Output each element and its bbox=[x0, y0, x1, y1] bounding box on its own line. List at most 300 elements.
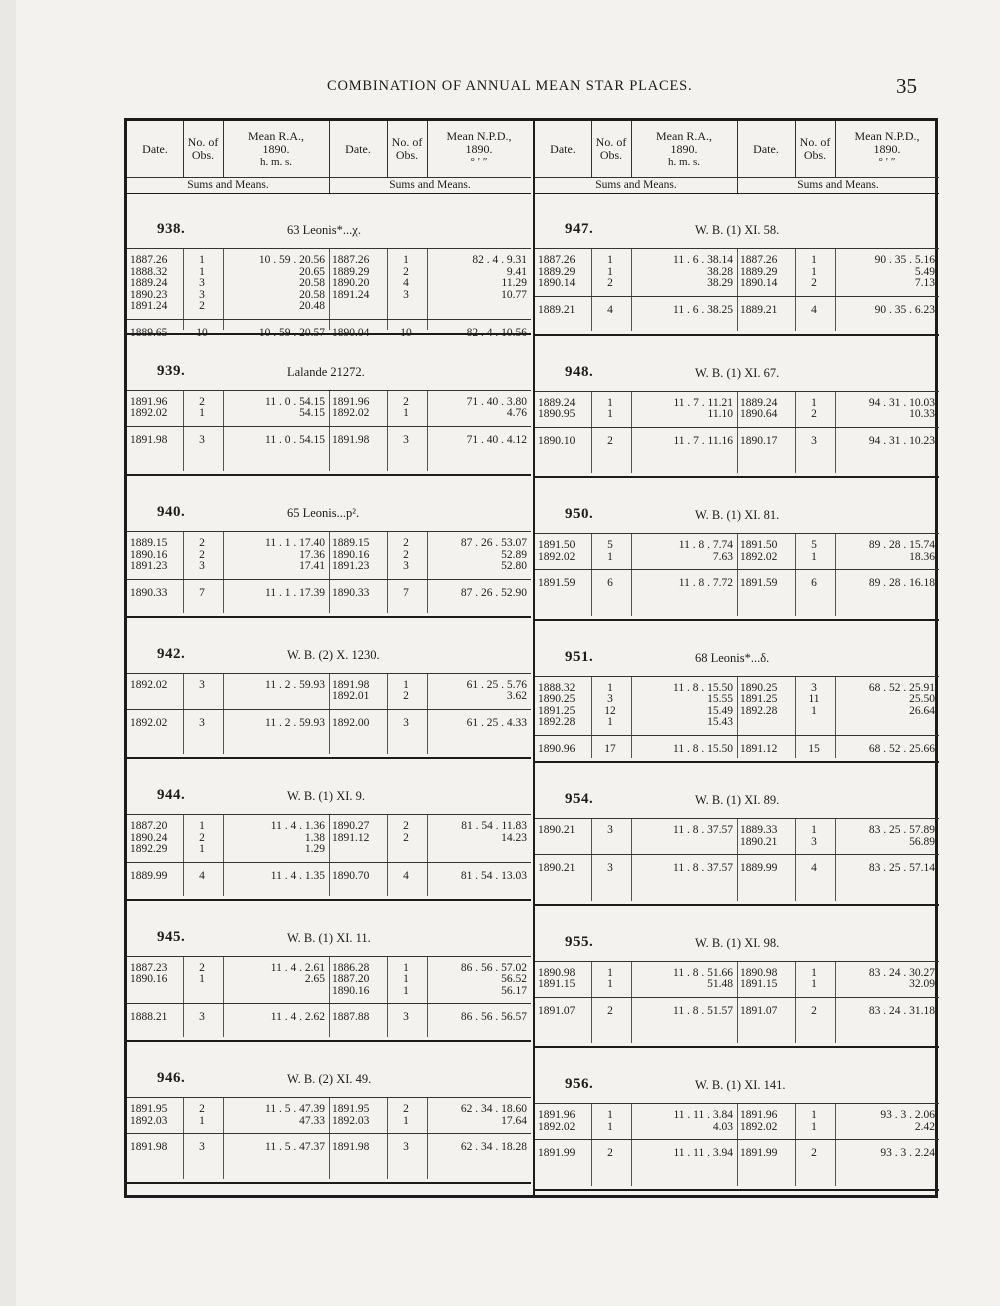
ra-value: 11 . 4 . 1.36 bbox=[270, 820, 325, 832]
mean-ra-date: 1891.99 bbox=[538, 1147, 576, 1160]
column-divider bbox=[329, 815, 330, 896]
column-divider bbox=[427, 957, 428, 1038]
column-divider bbox=[329, 532, 330, 613]
mean-npd-value: 62 . 34 . 18.28 bbox=[460, 1141, 527, 1154]
header-text: 1890. bbox=[873, 141, 901, 156]
ra-value: 47.33 bbox=[299, 1114, 325, 1127]
ra-value: 1.38 bbox=[304, 831, 325, 844]
column-divider bbox=[835, 677, 836, 759]
ra-date: 1887.26 bbox=[130, 254, 168, 266]
column-divider bbox=[835, 1104, 836, 1186]
ra-date: 1890.14 bbox=[538, 277, 576, 290]
ra-date: 1891.96 bbox=[538, 1109, 576, 1121]
ra-date: 1890.24 bbox=[130, 831, 168, 844]
ra-obs: 3 bbox=[607, 693, 613, 706]
npd-value: 10.77 bbox=[501, 288, 527, 301]
book-page bbox=[16, 0, 1000, 1306]
npd-value: 52.80 bbox=[501, 560, 527, 573]
mean-ra-obs: 6 bbox=[607, 577, 613, 590]
observations-table bbox=[535, 248, 939, 337]
ra-date: 1892.03 bbox=[130, 1114, 168, 1127]
header-divider bbox=[737, 121, 738, 177]
ra-obs: 1 bbox=[607, 254, 613, 266]
npd-date: 1890.16 bbox=[332, 548, 370, 561]
star-name: Lalande 21272. bbox=[287, 364, 365, 379]
ra-date: 1888.32 bbox=[130, 265, 168, 278]
ra-obs: 1 bbox=[199, 1114, 205, 1127]
npd-value: 7.13 bbox=[914, 277, 935, 290]
means-rule bbox=[127, 709, 531, 710]
npd-date: 1890.14 bbox=[740, 277, 778, 290]
header-text: 1890. bbox=[670, 141, 698, 156]
ra-date: 1892.28 bbox=[538, 716, 576, 729]
ra-date: 1889.24 bbox=[538, 396, 576, 409]
column-divider bbox=[631, 677, 632, 759]
ra-value: 1.29 bbox=[304, 843, 325, 856]
ra-date: 1888.32 bbox=[538, 681, 576, 694]
npd-value: 26.64 bbox=[909, 704, 935, 717]
header-text: h. m. s. bbox=[259, 155, 293, 168]
ra-date: 1891.23 bbox=[130, 560, 168, 573]
ra-obs: 1 bbox=[199, 843, 205, 856]
ra-value: 15.49 bbox=[707, 704, 733, 717]
header-text: 1890. bbox=[262, 141, 290, 156]
obs-header bbox=[591, 121, 631, 177]
ra-obs: 12 bbox=[604, 704, 616, 717]
mean-ra-value: 10 . 59 . 20.57 bbox=[258, 327, 325, 339]
header-divider bbox=[427, 121, 428, 177]
column-divider bbox=[737, 677, 738, 759]
star-block bbox=[535, 193, 939, 336]
npd-date: 1891.15 bbox=[740, 978, 778, 991]
npd-date: 1892.02 bbox=[332, 407, 370, 420]
page-title: COMBINATION OF ANNUAL MEAN STAR PLACES. bbox=[327, 78, 693, 94]
ra-value: 17.36 bbox=[299, 548, 325, 561]
ra-value: 54.15 bbox=[299, 407, 325, 420]
npd-value: 90 . 35 . 5.16 bbox=[874, 254, 935, 266]
header-divider bbox=[329, 121, 330, 177]
npd-date: 1887.26 bbox=[332, 254, 370, 266]
npd-value: 81 . 54 . 11.83 bbox=[461, 820, 527, 832]
mean-ra-date: 1891.07 bbox=[538, 1004, 576, 1017]
npd-value: 83 . 25 . 57.89 bbox=[868, 824, 935, 836]
mean-npd-date: 1890.04 bbox=[332, 327, 370, 339]
mean-ra-date: 1891.59 bbox=[538, 577, 576, 590]
mean-ra-date: 1891.98 bbox=[130, 1141, 168, 1154]
npd-date: 1891.24 bbox=[332, 288, 370, 301]
ra-obs: 1 bbox=[607, 966, 613, 979]
mean-npd-obs: 3 bbox=[811, 434, 817, 447]
mean-npd-obs: 3 bbox=[403, 1011, 409, 1024]
ra-obs: 3 bbox=[199, 277, 205, 290]
npd-date: 1890.98 bbox=[740, 966, 778, 979]
column-divider bbox=[223, 815, 224, 896]
star-number: 956. bbox=[565, 1076, 594, 1092]
mean-ra-obs: 17 bbox=[604, 742, 616, 755]
mean-ra-obs: 4 bbox=[607, 303, 613, 316]
observations-table bbox=[535, 1103, 939, 1192]
column-divider bbox=[329, 249, 330, 330]
npd-obs: 2 bbox=[403, 548, 409, 561]
star-name: W. B. (1) XI. 67. bbox=[695, 365, 780, 380]
mean-ra-obs: 10 bbox=[196, 327, 208, 339]
header-text: Obs. bbox=[803, 148, 827, 162]
star-block bbox=[535, 621, 939, 764]
header-text: Obs. bbox=[191, 148, 215, 162]
observations-table bbox=[127, 531, 531, 619]
ra-value: 4.03 bbox=[712, 1120, 733, 1133]
header-text: Mean N.P.D., bbox=[854, 128, 920, 143]
npd-value: 10.33 bbox=[909, 408, 935, 421]
ra-header bbox=[223, 121, 329, 177]
ra-value: 11 . 8 . 51.66 bbox=[673, 966, 733, 979]
observations-table bbox=[535, 961, 939, 1050]
mean-ra-obs: 3 bbox=[199, 433, 205, 446]
npd-obs: 4 bbox=[403, 277, 409, 290]
npd-obs: 1 bbox=[811, 254, 817, 266]
star-block bbox=[127, 1042, 531, 1184]
obs-header bbox=[387, 121, 427, 177]
ra-obs: 1 bbox=[607, 550, 613, 563]
mean-npd-value: 83 . 25 . 57.14 bbox=[868, 862, 935, 875]
column-divider bbox=[329, 674, 330, 755]
header-text: No. of bbox=[187, 135, 219, 149]
header-text: Date. bbox=[345, 141, 371, 156]
mean-npd-value: 89 . 28 . 16.18 bbox=[868, 577, 935, 590]
npd-obs: 1 bbox=[403, 973, 409, 986]
ra-obs: 2 bbox=[199, 300, 205, 313]
npd-date: 1892.03 bbox=[332, 1114, 370, 1127]
star-block bbox=[127, 618, 531, 760]
star-name: W. B. (1) XI. 11. bbox=[287, 930, 371, 945]
mean-ra-value: 11 . 5 . 47.37 bbox=[265, 1141, 325, 1154]
observations-table bbox=[127, 248, 531, 339]
header-text: Obs. bbox=[599, 148, 623, 162]
star-name: W. B. (1) XI. 9. bbox=[287, 789, 366, 803]
star-name: 63 Leonis*...χ. bbox=[287, 223, 361, 237]
mean-ra-date: 1890.10 bbox=[538, 434, 576, 447]
column-divider bbox=[835, 819, 836, 901]
npd-date: 1892.28 bbox=[740, 704, 778, 717]
ra-value: 20.58 bbox=[299, 288, 325, 301]
npd-date: 1889.33 bbox=[740, 824, 778, 836]
right-column bbox=[533, 121, 939, 1195]
star-name: 68 Leonis*...δ. bbox=[695, 650, 770, 665]
mean-npd-obs: 3 bbox=[403, 433, 409, 446]
ra-obs: 1 bbox=[607, 1109, 613, 1121]
npd-obs: 2 bbox=[403, 690, 409, 703]
npd-obs: 2 bbox=[811, 277, 817, 290]
npd-obs: 3 bbox=[811, 835, 817, 848]
npd-value: 11.29 bbox=[501, 277, 527, 290]
mean-npd-date: 1891.07 bbox=[740, 1004, 778, 1017]
star-number: 938. bbox=[157, 221, 186, 237]
star-block bbox=[127, 759, 531, 901]
ra-value: 11 . 7 . 11.21 bbox=[673, 396, 733, 409]
star-name: W. B. (1) XI. 98. bbox=[695, 935, 780, 950]
star-number: 946. bbox=[157, 1070, 186, 1086]
ra-obs: 3 bbox=[199, 288, 205, 301]
npd-header bbox=[835, 121, 939, 177]
observations-table bbox=[127, 814, 531, 902]
header-divider bbox=[591, 121, 592, 177]
mean-npd-date: 1889.21 bbox=[740, 303, 778, 316]
column-divider bbox=[631, 1104, 632, 1186]
npd-date: 1890.27 bbox=[332, 820, 370, 832]
mean-ra-value: 11 . 4 . 1.35 bbox=[270, 869, 325, 882]
ra-obs: 5 bbox=[607, 539, 613, 551]
ra-header bbox=[631, 121, 737, 177]
ra-obs: 1 bbox=[199, 973, 205, 986]
star-name: W. B. (2) X. 1230. bbox=[287, 647, 380, 662]
observations-table bbox=[127, 673, 531, 761]
means-rule bbox=[535, 569, 939, 570]
ra-value: 2.65 bbox=[304, 973, 325, 986]
means-rule bbox=[535, 1139, 939, 1140]
column-divider bbox=[223, 249, 224, 330]
mean-ra-date: 1892.02 bbox=[130, 716, 168, 729]
header-text: No. of bbox=[391, 135, 423, 149]
npd-value: 93 . 3 . 2.06 bbox=[880, 1109, 935, 1121]
observations-table bbox=[535, 676, 939, 765]
means-rule bbox=[127, 1133, 531, 1134]
star-block bbox=[535, 478, 939, 621]
column-divider bbox=[329, 391, 330, 472]
mean-ra-obs: 2 bbox=[607, 1004, 613, 1017]
mean-npd-obs: 7 bbox=[403, 586, 409, 599]
ra-date: 1889.29 bbox=[538, 265, 576, 278]
column-divider bbox=[737, 962, 738, 1044]
ra-value: 11 . 8 . 15.50 bbox=[673, 681, 733, 694]
header-text: Date. bbox=[142, 141, 168, 156]
mean-ra-obs: 3 bbox=[199, 716, 205, 729]
ra-date: 1887.20 bbox=[130, 820, 168, 832]
npd-value: 83 . 24 . 30.27 bbox=[868, 966, 935, 979]
npd-value: 56.52 bbox=[501, 973, 527, 986]
npd-obs: 1 bbox=[811, 550, 817, 563]
npd-value: 89 . 28 . 15.74 bbox=[868, 539, 935, 551]
star-name: W. B. (1) XI. 81. bbox=[695, 508, 780, 522]
npd-value: 62 . 34 . 18.60 bbox=[460, 1103, 527, 1115]
ra-date: 1891.25 bbox=[538, 704, 576, 717]
column-divider bbox=[223, 957, 224, 1038]
sums-label: Sums and Means. bbox=[187, 179, 269, 191]
ra-date: 1891.50 bbox=[538, 539, 576, 551]
date-header bbox=[737, 121, 795, 177]
mean-ra-value: 11 . 8 . 37.57 bbox=[673, 862, 733, 875]
column-divider bbox=[835, 249, 836, 331]
mean-npd-obs: 2 bbox=[811, 1004, 817, 1017]
ra-date: 1890.95 bbox=[538, 408, 576, 421]
star-number: 948. bbox=[565, 363, 594, 380]
npd-obs: 1 bbox=[811, 1109, 817, 1121]
star-number: 954. bbox=[565, 791, 594, 807]
column-divider bbox=[835, 392, 836, 474]
npd-obs: 3 bbox=[403, 288, 409, 301]
means-rule bbox=[127, 1003, 531, 1004]
means-rule bbox=[535, 427, 939, 428]
npd-obs: 2 bbox=[403, 395, 409, 408]
npd-date: 1891.25 bbox=[740, 693, 778, 706]
star-block bbox=[535, 763, 939, 906]
mean-npd-date: 1890.70 bbox=[332, 869, 370, 882]
sums-label: Sums and Means. bbox=[389, 179, 471, 191]
star-block bbox=[127, 901, 531, 1043]
npd-header bbox=[427, 121, 531, 177]
ra-obs: 2 bbox=[607, 277, 613, 290]
mean-ra-value: 11 . 6 . 38.25 bbox=[673, 303, 733, 316]
ra-obs: 1 bbox=[199, 254, 205, 266]
npd-value: 3.62 bbox=[506, 690, 527, 703]
header-text: ° ′ ″ bbox=[470, 155, 488, 168]
npd-obs: 1 bbox=[811, 978, 817, 991]
ra-obs: 3 bbox=[607, 824, 613, 836]
npd-date: 1889.15 bbox=[332, 537, 370, 549]
ra-date: 1890.23 bbox=[130, 288, 168, 301]
star-name: W. B. (2) XI. 49. bbox=[287, 1072, 372, 1086]
ra-value: 20.58 bbox=[299, 277, 325, 290]
date-header bbox=[329, 121, 387, 177]
means-rule bbox=[535, 997, 939, 998]
observations-table bbox=[127, 1097, 531, 1185]
header-text: Date. bbox=[550, 141, 576, 156]
date-header bbox=[535, 121, 591, 177]
mean-ra-value: 11 . 8 . 51.57 bbox=[673, 1004, 733, 1017]
star-name: W. B. (1) XI. 141. bbox=[695, 1078, 786, 1092]
ra-obs: 1 bbox=[607, 265, 613, 278]
observations-table bbox=[535, 818, 939, 907]
star-places-table bbox=[124, 118, 938, 1198]
column-divider bbox=[223, 391, 224, 472]
mean-ra-obs: 2 bbox=[607, 434, 613, 447]
means-rule bbox=[127, 426, 531, 427]
ra-value: 15.43 bbox=[707, 716, 733, 729]
npd-value: 18.36 bbox=[909, 550, 935, 563]
column-divider bbox=[737, 392, 738, 474]
mean-ra-date: 1890.96 bbox=[538, 742, 576, 755]
npd-value: 52.89 bbox=[501, 548, 527, 561]
header-text: No. of bbox=[799, 135, 831, 149]
ra-value: 51.48 bbox=[707, 978, 733, 991]
header-text: Date. bbox=[753, 141, 779, 156]
mean-npd-value: 81 . 54 . 13.03 bbox=[460, 869, 527, 882]
mean-ra-value: 11 . 0 . 54.15 bbox=[265, 433, 325, 446]
mean-npd-obs: 3 bbox=[403, 716, 409, 729]
npd-obs: 1 bbox=[403, 984, 409, 997]
header-divider bbox=[329, 177, 330, 193]
npd-obs: 2 bbox=[403, 820, 409, 832]
column-divider bbox=[427, 674, 428, 755]
npd-obs: 1 bbox=[403, 1114, 409, 1127]
npd-value: 82 . 4 . 9.31 bbox=[472, 254, 527, 266]
npd-date: 1889.29 bbox=[332, 265, 370, 278]
ra-obs: 2 bbox=[199, 831, 205, 844]
star-block bbox=[127, 193, 531, 339]
means-rule bbox=[535, 735, 939, 736]
ra-date: 1890.98 bbox=[538, 966, 576, 979]
mean-npd-value: 82 . 4 . 10.56 bbox=[466, 327, 527, 339]
star-name: W. B. (1) XI. 89. bbox=[695, 793, 780, 807]
mean-ra-obs: 3 bbox=[607, 862, 613, 875]
npd-obs: 3 bbox=[403, 560, 409, 573]
npd-value: 61 . 25 . 5.76 bbox=[466, 678, 527, 691]
header-text: 1890. bbox=[465, 141, 493, 156]
ra-date: 1892.29 bbox=[130, 843, 168, 856]
column-divider bbox=[223, 1098, 224, 1179]
header-divider bbox=[183, 121, 184, 177]
star-block bbox=[127, 335, 531, 477]
column-divider bbox=[631, 819, 632, 901]
sums-label: Sums and Means. bbox=[595, 179, 677, 191]
npd-obs: 2 bbox=[811, 408, 817, 421]
mean-ra-value: 11 . 11 . 3.94 bbox=[673, 1147, 733, 1160]
mean-npd-date: 1889.99 bbox=[740, 862, 778, 875]
npd-value: 68 . 52 . 25.91 bbox=[868, 681, 935, 694]
mean-npd-date: 1891.59 bbox=[740, 577, 778, 590]
star-number: 951. bbox=[565, 648, 594, 665]
ra-date: 1890.16 bbox=[130, 973, 168, 986]
mean-ra-date: 1889.99 bbox=[130, 869, 168, 882]
ra-obs: 2 bbox=[199, 961, 205, 974]
ra-date: 1891.15 bbox=[538, 978, 576, 991]
ra-value: 11 . 8 . 7.74 bbox=[678, 539, 733, 551]
ra-value: 11 . 8 . 37.57 bbox=[673, 824, 733, 836]
npd-value: 9.41 bbox=[506, 265, 527, 278]
header-text: h. m. s. bbox=[667, 155, 701, 168]
mean-npd-date: 1890.17 bbox=[740, 434, 778, 447]
mean-ra-value: 11 . 1 . 17.39 bbox=[265, 586, 325, 599]
npd-date: 1891.23 bbox=[332, 560, 370, 573]
means-rule bbox=[127, 579, 531, 580]
npd-obs: 1 bbox=[811, 396, 817, 409]
mean-ra-value: 11 . 7 . 11.16 bbox=[673, 434, 733, 447]
mean-ra-date: 1891.98 bbox=[130, 433, 168, 446]
npd-obs: 2 bbox=[403, 265, 409, 278]
means-rule bbox=[535, 296, 939, 297]
mean-npd-obs: 2 bbox=[811, 1147, 817, 1160]
column-divider bbox=[329, 1098, 330, 1179]
ra-value: 11 . 0 . 54.15 bbox=[265, 395, 325, 408]
ra-date: 1892.02 bbox=[538, 1120, 576, 1133]
column-divider bbox=[631, 962, 632, 1044]
header-divider bbox=[737, 177, 738, 193]
star-block bbox=[535, 336, 939, 479]
ra-obs: 1 bbox=[199, 820, 205, 832]
header-divider bbox=[795, 121, 796, 177]
ra-obs: 2 bbox=[199, 395, 205, 408]
npd-date: 1889.24 bbox=[740, 396, 778, 409]
means-rule bbox=[535, 854, 939, 855]
header-divider bbox=[387, 121, 388, 177]
npd-obs: 5 bbox=[811, 539, 817, 551]
ra-date: 1890.21 bbox=[538, 824, 576, 836]
npd-obs: 1 bbox=[811, 265, 817, 278]
mean-npd-obs: 4 bbox=[811, 303, 817, 316]
header-text: No. of bbox=[595, 135, 627, 149]
ra-value: 17.41 bbox=[299, 560, 325, 573]
npd-obs: 1 bbox=[811, 704, 817, 717]
column-divider bbox=[427, 532, 428, 613]
ra-value: 11 . 5 . 47.39 bbox=[265, 1103, 325, 1115]
ra-obs: 1 bbox=[607, 978, 613, 991]
mean-ra-date: 1888.21 bbox=[130, 1011, 168, 1024]
mean-npd-value: 83 . 24 . 31.18 bbox=[868, 1004, 935, 1017]
header-text: Mean R.A., bbox=[248, 128, 304, 143]
star-name: W. B. (1) XI. 58. bbox=[695, 223, 780, 237]
mean-npd-value: 87 . 26 . 52.90 bbox=[460, 586, 527, 599]
npd-obs: 1 bbox=[811, 966, 817, 979]
npd-value: 2.42 bbox=[914, 1120, 935, 1133]
